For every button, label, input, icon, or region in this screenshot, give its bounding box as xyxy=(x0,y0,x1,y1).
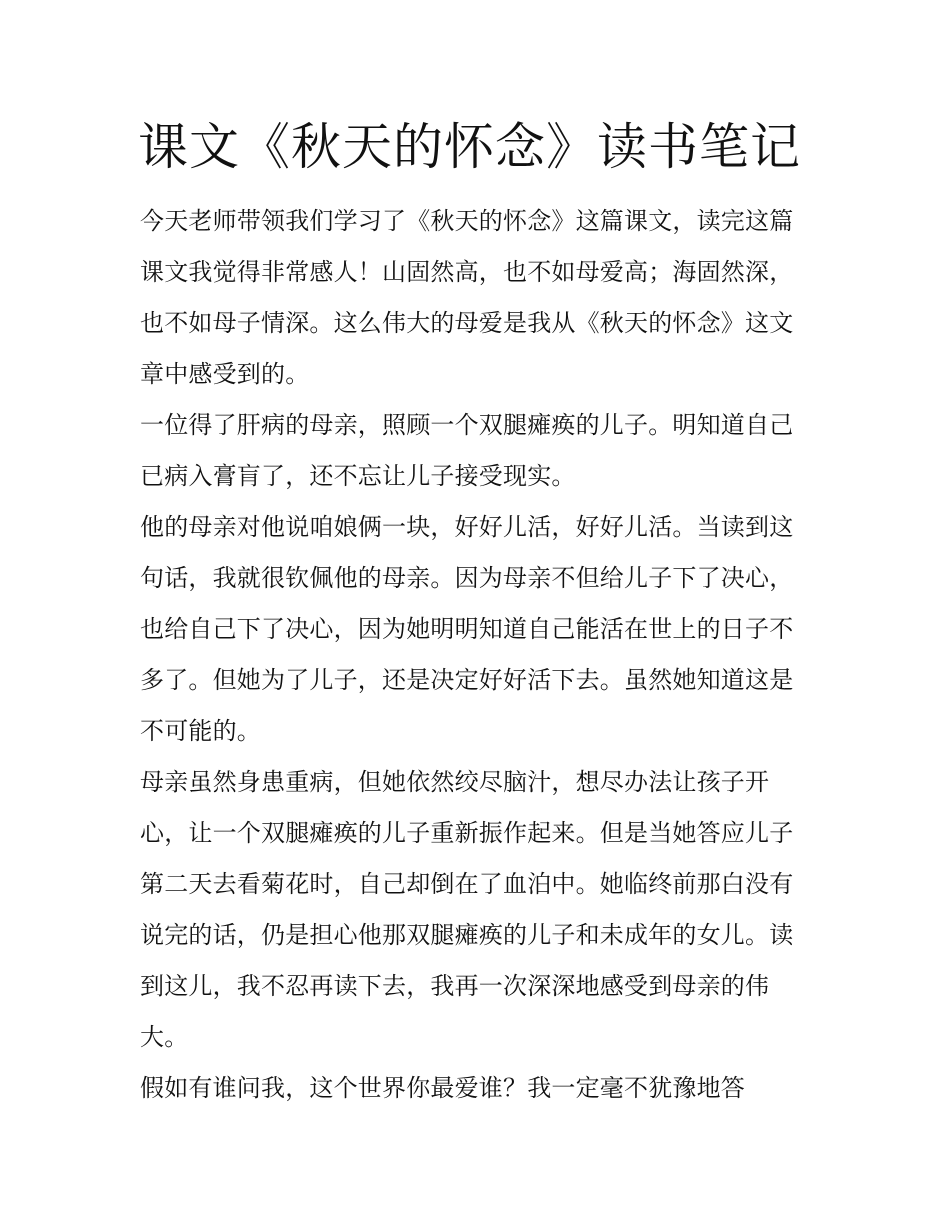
text-line: 不可能的。 xyxy=(140,717,261,745)
paragraph-1 xyxy=(140,196,820,400)
text-line: 心，让一个双腿瘫痪的儿子重新振作起来。但是当她答应儿子 xyxy=(140,819,794,847)
paragraph-5 xyxy=(140,1063,820,1114)
paragraph-2 xyxy=(140,400,820,502)
text-line: 第二天去看菊花时，自己却倒在了血泊中。她临终前那白没有 xyxy=(140,870,794,898)
text-line: 大。 xyxy=(140,1023,189,1051)
text-line: 课文我觉得非常感人！山固然高，也不如母爱高；海固然深， xyxy=(140,258,794,286)
text-line: 一位得了肝病的母亲，照顾一个双腿瘫痪的儿子。明知道自己 xyxy=(140,411,794,439)
document-title: 课文《秋天的怀念》读书笔记 xyxy=(138,118,801,176)
document-body xyxy=(140,196,820,1114)
text-line: 假如有谁问我，这个世界你最爱谁？我一定毫不犹豫地答 xyxy=(140,1074,745,1102)
text-line: 章中感受到的。 xyxy=(140,360,310,388)
paragraph-4 xyxy=(140,757,820,1063)
text-line: 已病入膏肓了，还不忘让儿子接受现实。 xyxy=(140,462,576,490)
text-line: 说完的话，仍是担心他那双腿瘫痪的儿子和未成年的女儿。读 xyxy=(140,921,794,949)
paragraph-3 xyxy=(140,502,820,757)
text-line: 也给自己下了决心，因为她明明知道自己能活在世上的日子不 xyxy=(140,615,794,643)
text-line: 他的母亲对他说咱娘俩一块，好好儿活，好好儿活。当读到这 xyxy=(140,513,794,541)
text-line: 母亲虽然身患重病，但她依然绞尽脑汁，想尽办法让孩子开 xyxy=(140,768,770,796)
text-line: 今天老师带领我们学习了《秋天的怀念》这篇课文，读完这篇 xyxy=(140,207,794,235)
text-line: 也不如母子情深。这么伟大的母爱是我从《秋天的怀念》这文 xyxy=(140,309,794,337)
text-line: 句话，我就很钦佩他的母亲。因为母亲不但给儿子下了决心， xyxy=(140,564,794,592)
text-line: 到这儿，我不忍再读下去，我再一次深深地感受到母亲的伟 xyxy=(140,972,770,1000)
text-line: 多了。但她为了儿子，还是决定好好活下去。虽然她知道这是 xyxy=(140,666,794,694)
